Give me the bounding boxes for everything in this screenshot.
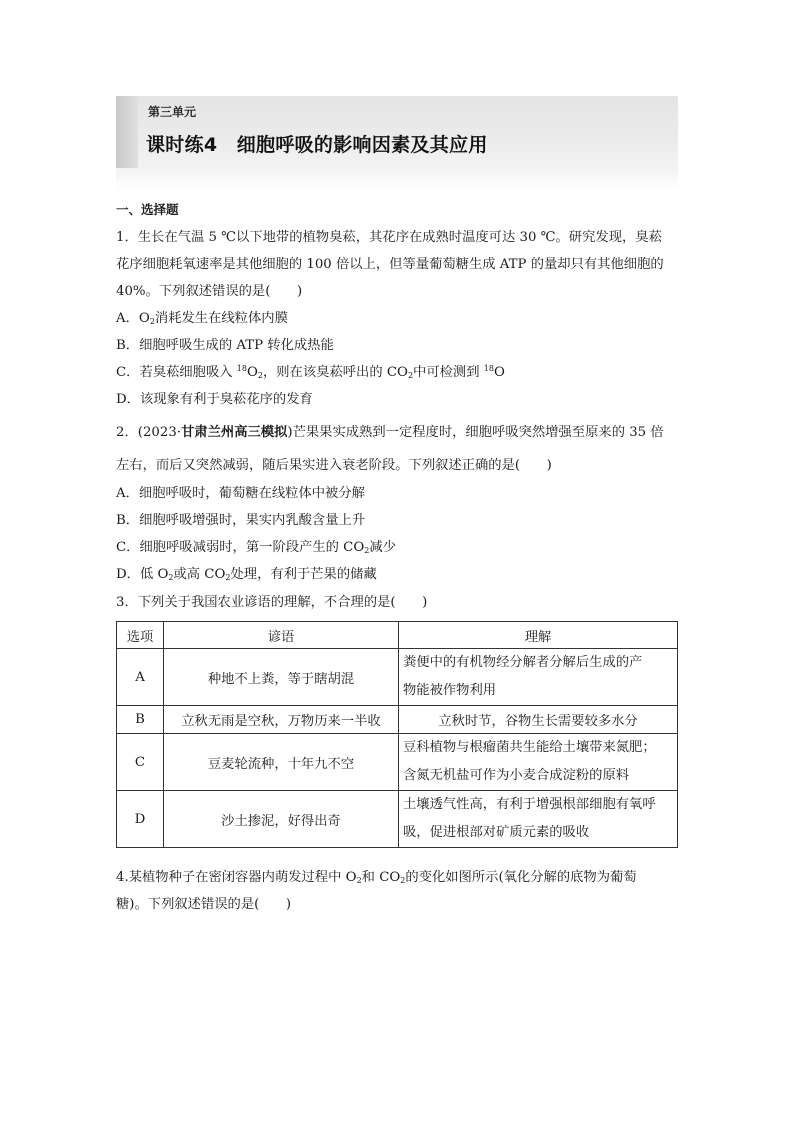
q1-stem-line2: 花序细胞耗氧速率是其他细胞的 100 倍以上，但等量葡萄糖生成 ATP 的量却只有其他细胞的: [116, 257, 664, 272]
table-cell-interpretation: 立秋时节，谷物生长需要较多水分: [399, 706, 678, 734]
table-header-cell: 谚语: [164, 622, 399, 649]
table-cell-proverb: 豆麦轮流种，十年九不空: [164, 734, 399, 791]
table-header-cell: 理解: [399, 622, 678, 649]
q1-option-c: C．若臭菘细胞吸入 $^{18}O_2$，则在该臭菘呼出的 $CO_2$中可检测到 $^{18}$O: [116, 364, 505, 380]
table-cell-option: A: [117, 649, 164, 706]
q2-option-a: A．细胞呼吸时，葡萄糖在线粒体中被分解: [116, 486, 365, 501]
table-cell-proverb: 沙土掺泥，好得出奇: [164, 791, 399, 848]
table-cell-option: C: [117, 734, 164, 791]
q1-stem-line3: 40%。下列叙述错误的是( ): [116, 284, 303, 299]
table-row: [117, 791, 678, 848]
table-cell-interpretation: 粪便中的有机物经分解者分解后生成的产 物能被作物利用: [399, 649, 678, 706]
q4-stem-line1: 4.某植物种子在密闭容器内萌发过程中 $O_2$和 $CO_2$的变化如图所示(氧化分解的底物为葡萄: [116, 870, 637, 885]
q1-option-b: B．细胞呼吸生成的 ATP 转化成热能: [116, 338, 334, 353]
unit-label: 第三单元: [148, 105, 197, 119]
q1-stem-line1: 1．生长在气温 5 ℃以下地带的植物臭菘，其花序在成熟时温度可达 30 ℃。研究发现，臭菘: [116, 230, 662, 245]
table-row: [117, 734, 678, 791]
q2-stem-line2: 左右，而后又突然减弱，随后果实进入衰老阶段。下列叙述正确的是( ): [116, 458, 552, 473]
q2-option-d: D．低 $O_2$或高 $CO_2$处理，有利于芒果的储藏: [116, 567, 377, 582]
q2-source: 甘肃兰州高三模拟: [181, 425, 288, 440]
table-row: [117, 649, 678, 706]
proverb-table: [116, 621, 678, 848]
table-header-row: [117, 622, 678, 649]
table-cell-proverb: 立秋无雨是空秋，万物历来一半收: [164, 706, 399, 734]
q2-option-b: B．细胞呼吸增强时，果实内乳酸含量上升: [116, 513, 366, 528]
q1-option-d: D．该现象有利于臭菘花序的发育: [116, 392, 313, 407]
section-heading: 一、选择题: [116, 202, 179, 217]
header-accent-bar: [116, 96, 138, 168]
table-cell-interpretation: 土壤透气性高，有利于增强根部细胞有氧呼 吸，促进根部对矿质元素的吸收: [399, 791, 678, 848]
table-cell-interpretation: 豆科植物与根瘤菌共生能给土壤带来氮肥； 含氮无机盐可作为小麦合成淀粉的原料: [399, 734, 678, 791]
q1-option-a: A．$O_2$消耗发生在线粒体内膜: [116, 311, 288, 326]
q4-stem-line2: 糖)。下列叙述错误的是( ): [116, 897, 292, 912]
table-header-cell: 选项: [117, 622, 164, 649]
table-cell-option: D: [117, 791, 164, 848]
lesson-title: 课时练4 细胞呼吸的影响因素及其应用: [146, 134, 488, 156]
table-row: [117, 706, 678, 734]
q2-stem-line1: 2．(2023·甘肃兰州高三模拟)芒果果实成熟到一定程度时，细胞呼吸突然增强至原来的 35 倍: [116, 425, 664, 440]
table-cell-proverb: 种地不上粪，等于瞎胡混: [164, 649, 399, 706]
q3-stem: 3．下列关于我国农业谚语的理解，不合理的是( ): [116, 595, 428, 610]
table-cell-option: B: [117, 706, 164, 734]
q2-option-c: C．细胞呼吸减弱时，第一阶段产生的 $CO_2$减少: [116, 540, 396, 555]
